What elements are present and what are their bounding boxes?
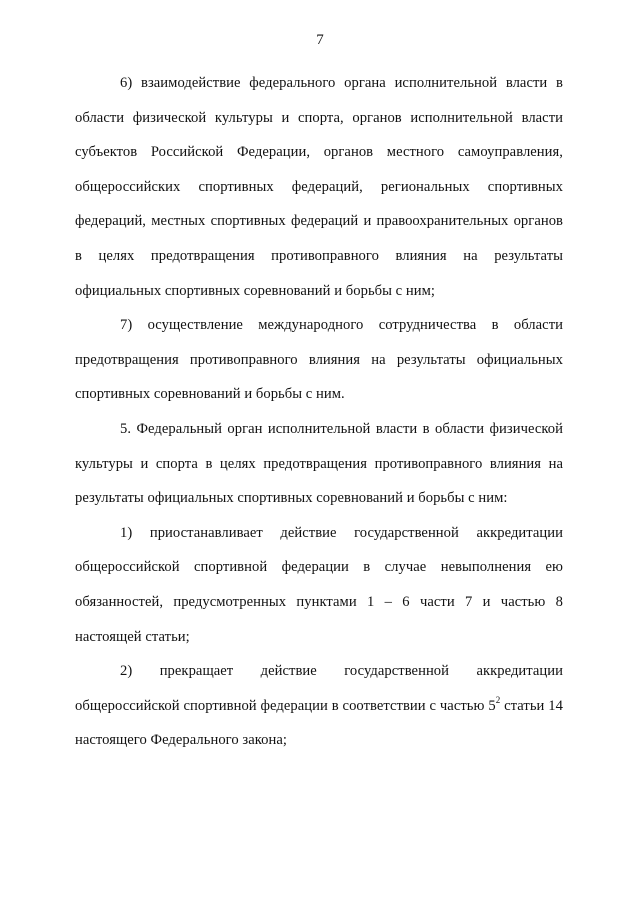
paragraph-item-2-text-after: статьи 14 настоящего Федерального закона;	[75, 697, 563, 749]
paragraph-item-2-text-before: 2) прекращает действие государственной аккредитации общероссийской спортивной федерации в соответствии с частью 5	[75, 663, 563, 714]
paragraph-item-7: 7) осуществление международного сотрудничества в области предотвращения противоправного влияния на результаты официальных спортивных соревнований и борьбы с ним.	[75, 317, 563, 403]
document-body	[75, 66, 563, 758]
paragraph-item-2	[75, 654, 563, 758]
paragraph-item-1: 1) приостанавливает действие государственной аккредитации общероссийской спортивной федерации в случае невыполнения ею обязанностей, предусмотренных пунктами 1 – 6 части 7 и частью 8 настоящей статьи;	[75, 524, 563, 645]
page-number: 7	[316, 32, 324, 48]
paragraph-item-2-superscript: 2	[495, 694, 501, 705]
paragraph-part-5: 5. Федеральный орган исполнительной власти в области физической культуры и спорта в целях предотвращения противоправного влияния на результаты официальных спортивных соревнований и борьбы с ним:	[75, 420, 563, 507]
paragraph-item-6: 6) взаимодействие федерального органа исполнительной власти в области физической культуры и спорта, органов исполнительной власти субъектов Российской Федерации, органов местного самоуправления, общероссийских спортивных федераций, региональных спортивных федераций, местных спортивных федераций и правоохранительных органов в целях предотвращения противоправного влияния на результаты официальных спортивных соревнований и борьбы с ним;	[75, 75, 563, 299]
